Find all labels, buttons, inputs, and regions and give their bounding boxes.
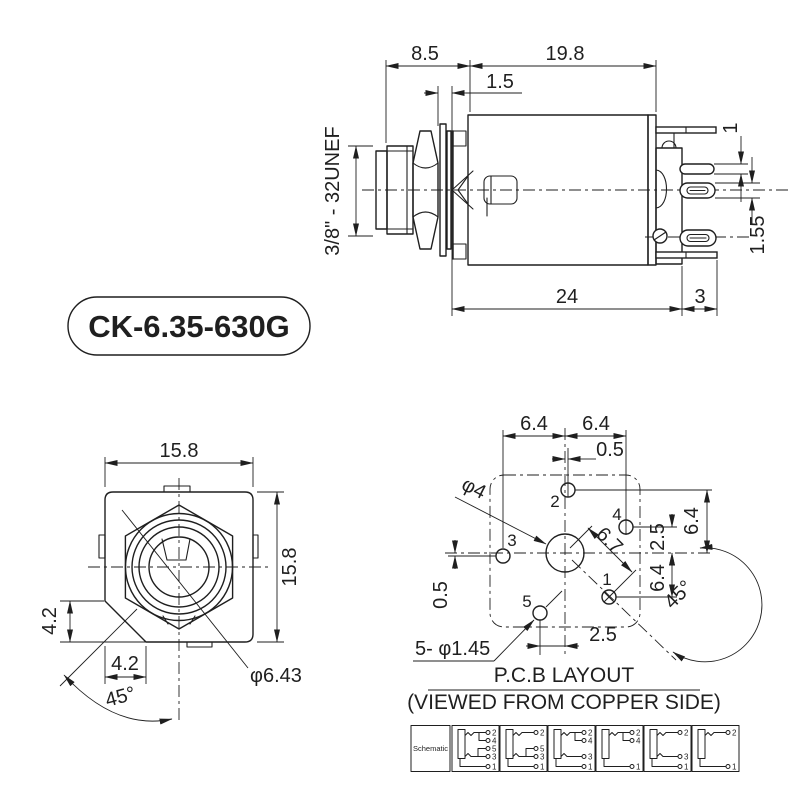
part-number: CK-6.35-630G (88, 309, 290, 344)
dim-chamfer-angle: 45° (102, 682, 138, 712)
dim-center-hole: φ4 (457, 473, 490, 504)
dim-overall-length: 24 (555, 286, 579, 308)
cell3-pin: 1 (588, 762, 593, 772)
cell2-pin: 3 (540, 752, 545, 762)
cell3-pin: 2 (588, 728, 593, 738)
pin-label-2: 2 (550, 492, 560, 511)
dim-holes: 5- φ1.45 (415, 638, 491, 660)
dim-pcb-angle: 45° (660, 576, 698, 614)
cell6-pin: 2 (732, 728, 737, 738)
dim-right-outer-64: 6.4 (681, 507, 703, 535)
dim-body-length: 19.8 (545, 43, 585, 65)
thread-spec: 3/8" - 32UNEF (322, 126, 344, 256)
cell5-pin: 1 (684, 762, 689, 772)
dim-notch-horizontal: 4.2 (111, 653, 139, 675)
pin-label-5: 5 (522, 592, 532, 611)
cell4-pin: 1 (636, 762, 641, 772)
pin-label-3: 3 (507, 531, 517, 550)
dim-notch-vertical: 4.2 (39, 607, 61, 635)
pcb-title: P.C.B LAYOUT (493, 664, 635, 687)
cell2-pin: 5 (540, 744, 545, 754)
dim-pin-width: 1.55 (747, 215, 769, 255)
dim-bottom-25: 2.5 (589, 624, 617, 646)
cell6-pin: 1 (732, 762, 737, 772)
pin-label-1: 1 (602, 570, 612, 589)
dim-front-width: 15.8 (159, 440, 199, 462)
cell3-pin: 4 (588, 736, 593, 746)
pin-label-4: 4 (612, 505, 622, 524)
cell3-pin: 3 (588, 752, 593, 762)
dim-diagonal: 6.7 (591, 523, 627, 559)
dim-pin-thickness: 1 (720, 122, 742, 134)
cell1-pin: 1 (492, 762, 497, 772)
pin-upper (680, 164, 714, 174)
schematic-label: Schematic (412, 744, 449, 753)
dim-right-25: 2.5 (647, 523, 669, 551)
cell2-pin: 2 (540, 728, 545, 738)
dim-washer-stack: 1.5 (486, 71, 514, 93)
cell4-pin: 2 (636, 728, 641, 738)
dim-bushing-length: 8.5 (411, 43, 439, 65)
cell1-pin: 2 (492, 728, 497, 738)
cell5-pin: 2 (684, 728, 689, 738)
cell1-pin: 5 (492, 744, 497, 754)
dim-hole-diameter: φ6.43 (250, 665, 302, 687)
dim-offset-top: 0.5 (596, 439, 624, 461)
dim-front-height: 15.8 (279, 547, 301, 587)
dim-top-right: 6.4 (582, 413, 610, 435)
cell1-pin: 3 (492, 752, 497, 762)
cell4-pin: 4 (636, 736, 641, 746)
dim-pin-length: 3 (694, 286, 706, 308)
dim-top-left: 6.4 (520, 413, 548, 435)
cell2-pin: 1 (540, 762, 545, 772)
cell1-pin: 4 (492, 736, 497, 746)
cell5-pin: 3 (684, 752, 689, 762)
pcb-subtitle: (VIEWED FROM COPPER SIDE) (407, 691, 721, 714)
dim-right-64: 6.4 (647, 564, 669, 592)
dim-offset-left: 0.5 (430, 581, 452, 609)
